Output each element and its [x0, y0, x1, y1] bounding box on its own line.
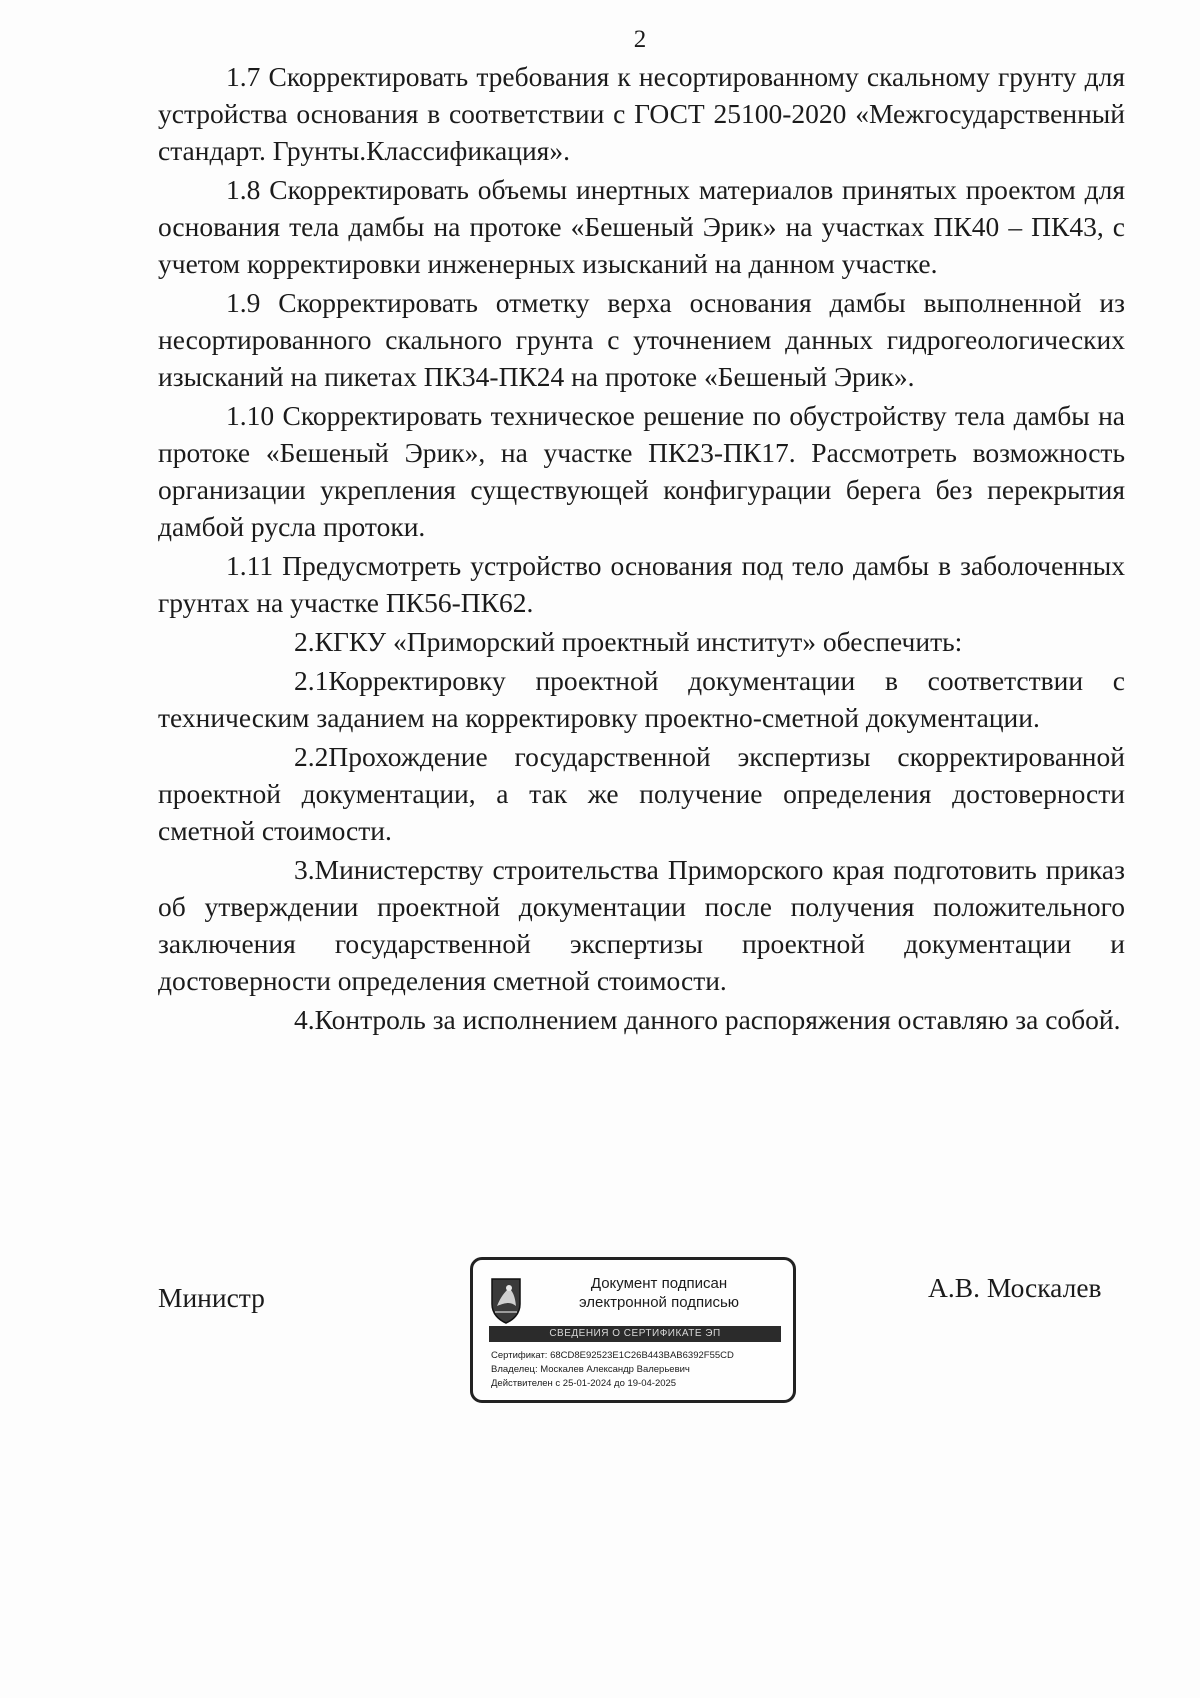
stamp-title-line-2: электронной подписью	[578, 1294, 740, 1311]
item-number: 2.2	[294, 741, 329, 772]
paragraph-1-7: 1.7 Скорректировать требования к несортированному скальному грунту для устройства основания в соответствии с ГОСТ 25100-2020 «Межгосударственный стандарт. Грунты.Классификация».	[158, 61, 1125, 166]
item-text: КГКУ «Приморский проектный институт» обеспечить:	[314, 626, 963, 657]
stamp-header-bar: СВЕДЕНИЯ О СЕРТИФИКАТЕ ЭП	[489, 1326, 781, 1342]
item-text: Контроль за исполнением данного распоряжения оставляю за собой.	[314, 1004, 1121, 1035]
item-number: 4.	[294, 1004, 315, 1035]
paragraph-2-2	[158, 738, 1125, 849]
stamp-title-line-1: Документ подписан	[590, 1275, 728, 1292]
document-body	[158, 58, 1125, 1040]
item-text: Министерству строительства Приморского края подготовить приказ об утверждении проектной документации после получения положительного заключения государственной экспертизы проектной документации и достоверности определения сметной стоимости.	[158, 854, 1125, 996]
paragraph-1-9: 1.9 Скорректировать отметку верха основания дамбы выполненной из несортированного скального грунта с уточнением данных гидрогеологических изысканий на пикетах ПК34-ПК24 на протоке «Бешеный Эрик».	[158, 287, 1125, 392]
stamp-certificate: Сертификат: 68CD8E92523E1C26B443BAB6392F55CD	[491, 1350, 734, 1361]
stamp-owner: Владелец: Москалев Александр Валерьевич	[491, 1364, 690, 1375]
stamp-title	[539, 1274, 779, 1312]
item-number: 2.1	[294, 665, 329, 696]
stamp-validity: Действителен с 25-01-2024 до 19-04-2025	[491, 1378, 677, 1389]
paragraph-4	[158, 1001, 1125, 1038]
electronic-signature-stamp	[470, 1257, 796, 1403]
paragraph-2-1	[158, 662, 1125, 736]
item-number: 2.	[294, 626, 315, 657]
paragraph-2	[158, 623, 1125, 660]
page-number: 2	[633, 26, 647, 53]
paragraph-1-11: 1.11 Предусмотреть устройство основания под тело дамбы в заболоченных грунтах на участке ПК56-ПК62.	[158, 550, 1125, 618]
item-text: Корректировку проектной документации в соответствии с техническим заданием на корректировку проектно-сметной документации.	[158, 665, 1125, 733]
paragraph-1-10: 1.10 Скорректировать техническое решение по обустройству тела дамбы на протоке «Бешеный Эрик», на участке ПК23-ПК17. Рассмотреть возможность организации укрепления существующей конфигурации берега без перекрытия дамбой русла протоки.	[158, 400, 1125, 542]
coat-of-arms-icon	[489, 1276, 523, 1324]
item-text: Прохождение государственной экспертизы скорректированной проектной документации, а так же получение определения достоверности сметной стоимости.	[158, 741, 1125, 846]
signatory-position: Министр	[158, 1282, 265, 1313]
paragraph-3	[158, 851, 1125, 999]
paragraph-1-8: 1.8 Скорректировать объемы инертных материалов принятых проектом для основания тела дамбы на протоке «Бешеный Эрик» на участках ПК40 – ПК43, с учетом корректировки инженерных изысканий на данном участке.	[158, 174, 1125, 279]
item-number: 3.	[294, 854, 315, 885]
signatory-name: А.В. Москалев	[928, 1272, 1102, 1303]
